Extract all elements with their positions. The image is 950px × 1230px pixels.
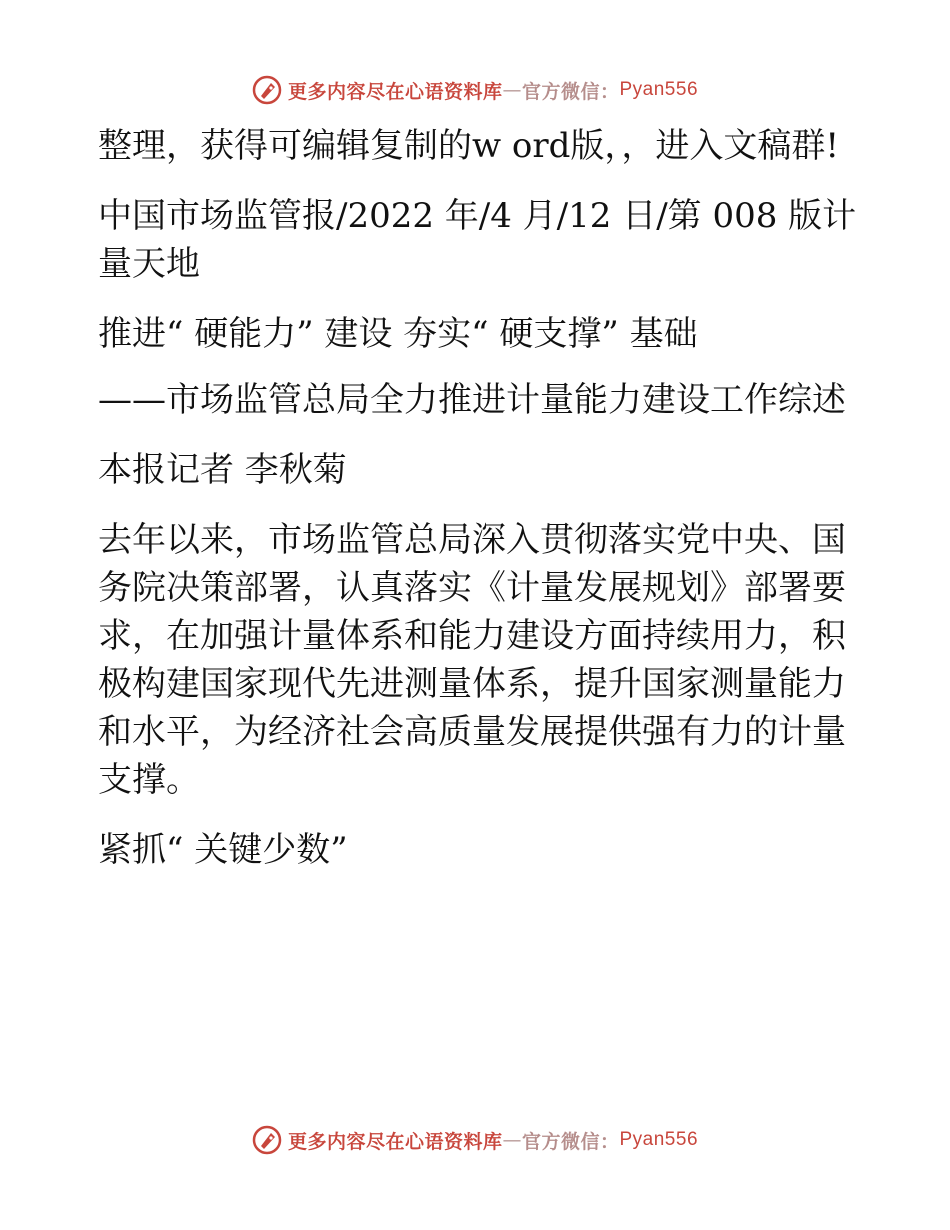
banner-wechat-id: Pyan556	[619, 79, 699, 100]
banner-separator: —	[502, 79, 522, 101]
byline: 本报记者 李秋菊	[98, 450, 347, 490]
source-line: 中国市场监管报/2022 年/4 月/12 日/第 008 版计量天地	[98, 196, 857, 284]
banner-wechat-label: 官方微信：	[521, 1130, 620, 1153]
header-watermark-banner	[0, 70, 950, 110]
banner-site-text: 更多内容尽在心语资料库	[287, 80, 503, 103]
document-body	[98, 122, 858, 896]
footer-watermark-banner	[0, 1120, 950, 1160]
banner-separator: —	[502, 1129, 522, 1151]
banner-site-text: 更多内容尽在心语资料库	[287, 1130, 503, 1153]
body-paragraph: 去年以来，市场监管总局深入贯彻落实党中央、国务院决策部署，认真落实《计量发展规划》部署要求，在加强计量体系和能力建设方面持续用力，积极构建国家现代先进测量体系，提升国家测量能力和水平，为经济社会高质量发展提供强有力的计量支撑。	[98, 520, 846, 800]
intro-note-paragraph: 整理，获得可编辑复制的w ord版，，进入文稿群!	[98, 126, 840, 166]
banner-wechat-label: 官方微信：	[521, 80, 620, 103]
article-title: 推进“ 硬能力” 建设 夯实“ 硬支撑” 基础	[98, 314, 698, 354]
banner-wechat-id: Pyan556	[619, 1129, 699, 1150]
pen-nib-logo-icon	[252, 1125, 282, 1155]
pen-nib-logo-icon	[252, 75, 282, 105]
article-subtitle: ——市场监管总局全力推进计量能力建设工作综述	[98, 380, 846, 420]
section-heading: 紧抓“ 关键少数”	[98, 830, 348, 870]
